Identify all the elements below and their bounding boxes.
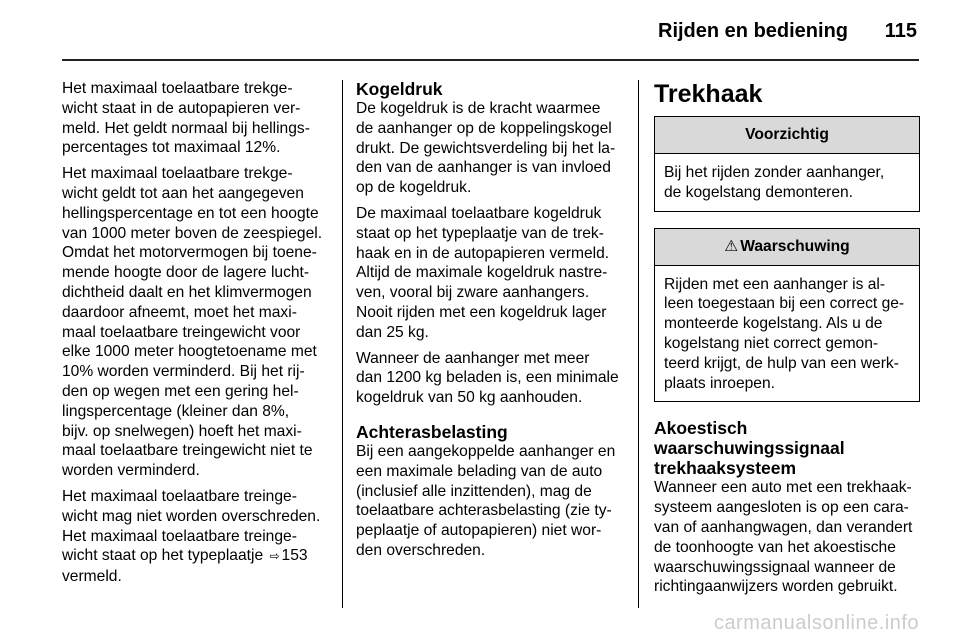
caution-box — [654, 116, 920, 212]
paragraph-achterasbelasting: Bij een aangekoppelde aanhanger en een maximale belading van de auto (inclusief alle inzittenden), mag de toelaatbare achterasbelasting (zie ty- peplaatje of autopapieren) niet wor- den overschreden. — [356, 442, 616, 559]
warning-title: Waarschuwing — [740, 237, 850, 255]
page-number: 115 — [884, 20, 917, 42]
column-divider-left — [342, 80, 343, 608]
watermark: carmanualsonline.info — [713, 612, 919, 634]
section-heading-trekhaak: Trekhaak — [654, 80, 763, 108]
caution-text: Bij het rijden zonder aanhanger, de kogelstang demonteren. — [664, 164, 885, 201]
paragraph-kogeldruk-max: De maximaal toelaatbare kogeldruk staat op het typeplaatje van de trek- haak en in de autopapieren vermeld. Altijd de maximale kogeldruk nastre- ven, vooral bij zware aanhangers. Nooit rijden met een kogeldruk lager dan 25 kg. — [356, 204, 610, 341]
paragraph-text-end: vermeld. — [62, 568, 122, 586]
column-right — [654, 79, 920, 603]
warning-header — [655, 229, 919, 266]
page-reference-arrow-icon: ⇨ — [269, 549, 280, 564]
warning-box — [654, 228, 920, 403]
paragraph-text: Het maximaal toelaatbare treinge- wicht mag niet worden overschreden. Het maximaal toelaatbare treinge- wicht staat op het typeplaatje — [62, 487, 321, 565]
column-left — [62, 79, 330, 593]
section-heading-kogeldruk: Kogeldruk — [356, 79, 443, 99]
page-reference-link[interactable]: 153 — [281, 547, 308, 565]
running-header-title: Rijden en bediening — [658, 20, 849, 42]
warning-text: Rijden met een aanhanger is al- leen toegestaan bij een correct ge- monteerde kogelstang. Als u de kogelstang niet correct gemon- teerd krijgt, de hulp van een werk- plaats inroepen. — [664, 275, 905, 392]
section-heading-achterasbelasting: Achterasbelasting — [356, 421, 508, 442]
paragraph-trailer-weight: Het maximaal toelaatbare trekge- wicht staat in de autopapieren ver- meld. Het geldt normaal bij hellings- percentages tot maximaal 12%. — [62, 80, 310, 157]
paragraph-kogeldruk-definition: De kogeldruk is de kracht waarmee de aanhanger op de koppelingskogel drukt. De gewichtsverdeling bij het la- den van de aanhanger is van invloed op de kogeldruk. — [356, 100, 616, 197]
section-heading-acoustic-signal: Akoestisch waarschuwingssignaal trekhaaksysteem — [654, 418, 845, 479]
paragraph-altitude: Het maximaal toelaatbare trekge- wicht geldt tot aan het aangegeven hellingspercentage en tot een hoogte van 1000 meter boven de zeespiegel. Omdat het motorvermogen bij toene- mende hoogte door de lagere lucht- dichtheid daalt en het klimvermogen daardoor afneemt, moet het maxi- maal toelaatbare treingewicht voor elke 1000 meter hoogtetoename met 10% worden verminderd. Bij het rij- den op wegen met een gering hel- lingspercentage (kleiner dan 8%, bijv. op snelwegen) hoeft het maxi- maal toelaatbare treingewicht niet te worden verminderd. — [62, 165, 323, 480]
warning-triangle-icon: ⚠ — [724, 237, 739, 255]
header-divider — [62, 59, 919, 61]
paragraph-train-weight — [62, 487, 330, 587]
paragraph-kogeldruk-min: Wanneer de aanhanger met meer dan 1200 kg beladen is, een minimale kogeldruk van 50 kg aanhouden. — [356, 349, 619, 407]
column-middle — [356, 79, 624, 567]
caution-title: Voorzichtig — [655, 117, 919, 154]
column-divider-right — [638, 80, 639, 608]
paragraph-acoustic-signal: Wanneer een auto met een trekhaak- systeem aangesloten is op een cara- van of aanhangwagen, dan verandert de toonhoogte van het akoestische waarschuwingssignaal wanneer de richtingaanwijzers worden gebruikt. — [654, 479, 913, 596]
